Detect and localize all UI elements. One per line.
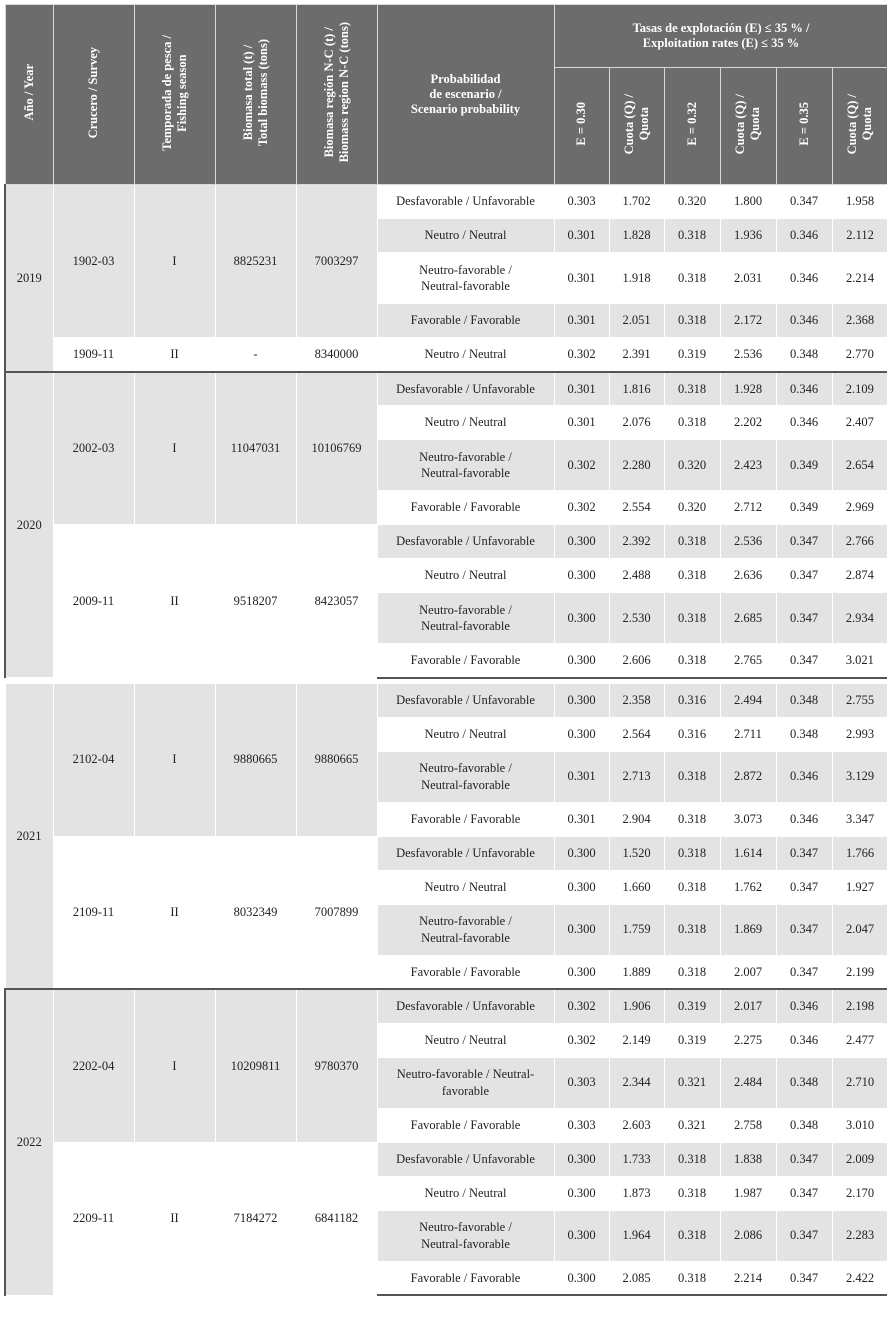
scenario-label: Desfavorable / Unfavorable [377, 185, 554, 219]
header-survey-label: Crucero / Survey [86, 46, 100, 139]
survey-code: 2109-11 [53, 836, 134, 989]
e2-value: 0.319 [664, 989, 720, 1023]
survey-total-biomass: 11047031 [215, 372, 296, 525]
header-scen-line3: Scenario probability [410, 102, 521, 116]
survey-code: 2202-04 [53, 989, 134, 1142]
q1-value: 2.530 [609, 593, 664, 644]
e1-value: 0.300 [554, 955, 609, 989]
q2-value: 2.017 [720, 989, 776, 1023]
q3-value: 2.755 [832, 683, 887, 717]
e1-value: 0.303 [554, 1108, 609, 1142]
e1-value: 0.300 [554, 683, 609, 717]
survey-code: 1909-11 [53, 338, 134, 372]
survey-code: 1902-03 [53, 185, 134, 338]
scenario-line2: Neutral-favorable [421, 930, 510, 945]
survey-total-biomass: 7184272 [215, 1142, 296, 1295]
e1-value: 0.301 [554, 253, 609, 304]
q1-value: 2.076 [609, 406, 664, 440]
e1-value: 0.300 [554, 904, 609, 955]
header-rates [554, 5, 887, 68]
survey-code: 2009-11 [53, 525, 134, 678]
q2-value: 2.758 [720, 1108, 776, 1142]
q3-value: 3.010 [832, 1108, 887, 1142]
table-row [5, 1142, 887, 1176]
q1-value: 1.660 [609, 870, 664, 904]
scenario-line1: Neutro-favorable / [419, 602, 512, 617]
q3-value: 2.766 [832, 525, 887, 559]
e1-value: 0.302 [554, 1023, 609, 1057]
q3-value: 2.198 [832, 989, 887, 1023]
survey-nc-biomass: 8423057 [296, 525, 377, 678]
scenario-label: Neutro / Neutral [377, 219, 554, 253]
header-e1 [554, 68, 609, 185]
q3-value: 2.009 [832, 1142, 887, 1176]
q1-value: 2.603 [609, 1108, 664, 1142]
e2-value: 0.320 [664, 185, 720, 219]
e3-value: 0.347 [776, 644, 832, 678]
q3-value: 3.021 [832, 644, 887, 678]
scenario-label [377, 440, 554, 491]
q1-value: 2.606 [609, 644, 664, 678]
e3-value: 0.346 [776, 751, 832, 802]
q2-value: 2.484 [720, 1057, 776, 1108]
scenario-line1: Neutro-favorable / [419, 449, 512, 464]
scenario-label: Favorable / Favorable [377, 644, 554, 678]
scenario-line1: Neutro-favorable / Neutral- [396, 1067, 535, 1082]
q3-value: 2.422 [832, 1261, 887, 1295]
e1-value: 0.301 [554, 304, 609, 338]
q1-value: 1.889 [609, 955, 664, 989]
header-e1-label: E = 0.30 [574, 102, 588, 146]
e3-value: 0.346 [776, 989, 832, 1023]
q3-value: 2.969 [832, 491, 887, 525]
e2-value: 0.318 [664, 525, 720, 559]
header-nc-line1: Biomasa región N-C (t) / [321, 27, 336, 158]
q1-value: 1.964 [609, 1210, 664, 1261]
year-cell: 2020 [5, 372, 53, 678]
e1-value: 0.300 [554, 1210, 609, 1261]
q2-value: 2.007 [720, 955, 776, 989]
e3-value: 0.348 [776, 717, 832, 751]
q3-value: 2.047 [832, 904, 887, 955]
scenario-label: Neutro / Neutral [377, 1176, 554, 1210]
e3-value: 0.348 [776, 683, 832, 717]
q1-value: 2.051 [609, 304, 664, 338]
q3-value: 3.347 [832, 802, 887, 836]
survey-nc-biomass: 9880665 [296, 683, 377, 836]
q3-value: 2.934 [832, 593, 887, 644]
e3-value: 0.347 [776, 904, 832, 955]
survey-nc-biomass: 7007899 [296, 836, 377, 989]
e1-value: 0.302 [554, 989, 609, 1023]
q2-value: 1.869 [720, 904, 776, 955]
e3-value: 0.347 [776, 593, 832, 644]
header-total-line1: Biomasa total (t) / [240, 44, 255, 141]
survey-total-biomass: 9880665 [215, 683, 296, 836]
header-q3 [832, 68, 887, 185]
scenario-label: Favorable / Favorable [377, 1108, 554, 1142]
scenario-label: Favorable / Favorable [377, 1261, 554, 1295]
q3-value: 1.927 [832, 870, 887, 904]
e2-value: 0.318 [664, 1261, 720, 1295]
q3-value: 1.766 [832, 836, 887, 870]
e3-value: 0.349 [776, 491, 832, 525]
e3-value: 0.346 [776, 304, 832, 338]
quota-table [4, 4, 887, 1296]
e2-value: 0.318 [664, 1210, 720, 1261]
e3-value: 0.346 [776, 372, 832, 406]
table-header [5, 5, 887, 185]
e2-value: 0.318 [664, 870, 720, 904]
e2-value: 0.319 [664, 1023, 720, 1057]
e1-value: 0.302 [554, 338, 609, 372]
e1-value: 0.301 [554, 751, 609, 802]
q1-value: 1.906 [609, 989, 664, 1023]
e2-value: 0.318 [664, 1176, 720, 1210]
e2-value: 0.318 [664, 593, 720, 644]
e2-value: 0.318 [664, 219, 720, 253]
q1-value: 1.918 [609, 253, 664, 304]
scenario-label [377, 1057, 554, 1108]
header-nc-line2: Biomass region N-C (tons) [336, 22, 351, 163]
e3-value: 0.346 [776, 406, 832, 440]
q1-value: 1.828 [609, 219, 664, 253]
scenario-line1: Neutro-favorable / [419, 761, 512, 776]
header-q2-line2: Quota [748, 107, 762, 141]
q1-value: 2.554 [609, 491, 664, 525]
q2-value: 2.423 [720, 440, 776, 491]
header-rates-line1: Tasas de explotación (E) ≤ 35 % / [632, 21, 810, 35]
scenario-label [377, 904, 554, 955]
survey-code: 2102-04 [53, 683, 134, 836]
e3-value: 0.347 [776, 559, 832, 593]
q1-value: 1.759 [609, 904, 664, 955]
e1-value: 0.300 [554, 525, 609, 559]
e3-value: 0.347 [776, 836, 832, 870]
scenario-label: Favorable / Favorable [377, 304, 554, 338]
e2-value: 0.318 [664, 559, 720, 593]
survey-season: I [134, 185, 215, 338]
survey-season: I [134, 683, 215, 836]
e1-value: 0.301 [554, 406, 609, 440]
e2-value: 0.318 [664, 751, 720, 802]
survey-total-biomass: 8032349 [215, 836, 296, 989]
e1-value: 0.301 [554, 372, 609, 406]
e3-value: 0.347 [776, 1210, 832, 1261]
scenario-line2: Neutral-favorable [421, 619, 510, 633]
survey-nc-biomass: 6841182 [296, 1142, 377, 1295]
header-q1-line1: Cuota (Q) / [621, 93, 636, 155]
scenario-label [377, 1210, 554, 1261]
scenario-label [377, 253, 554, 304]
e1-value: 0.303 [554, 185, 609, 219]
scenario-label [377, 593, 554, 644]
scenario-label [377, 751, 554, 802]
survey-nc-biomass: 10106769 [296, 372, 377, 525]
header-season-line2: Fishing season [174, 53, 189, 132]
survey-nc-biomass: 9780370 [296, 989, 377, 1142]
survey-total-biomass: 8825231 [215, 185, 296, 338]
q3-value: 2.199 [832, 955, 887, 989]
e2-value: 0.318 [664, 802, 720, 836]
header-total-biomass [215, 5, 296, 185]
e2-value: 0.320 [664, 440, 720, 491]
scenario-line2: Neutral-favorable [421, 279, 510, 293]
q1-value: 2.280 [609, 440, 664, 491]
scenario-label: Desfavorable / Unfavorable [377, 525, 554, 559]
e1-value: 0.300 [554, 870, 609, 904]
scenario-line2: favorable [441, 1083, 490, 1098]
q3-value: 2.477 [832, 1023, 887, 1057]
survey-code: 2209-11 [53, 1142, 134, 1295]
e3-value: 0.347 [776, 1176, 832, 1210]
e1-value: 0.301 [554, 219, 609, 253]
e3-value: 0.348 [776, 1057, 832, 1108]
table-row [5, 338, 887, 372]
q2-value: 2.711 [720, 717, 776, 751]
survey-season: II [134, 525, 215, 678]
scenario-line2: Neutral-favorable [421, 777, 510, 792]
e2-value: 0.319 [664, 338, 720, 372]
q2-value: 2.275 [720, 1023, 776, 1057]
e3-value: 0.347 [776, 870, 832, 904]
q2-value: 1.936 [720, 219, 776, 253]
e1-value: 0.300 [554, 593, 609, 644]
q1-value: 1.873 [609, 1176, 664, 1210]
q1-value: 1.702 [609, 185, 664, 219]
e2-value: 0.318 [664, 253, 720, 304]
q2-value: 2.536 [720, 525, 776, 559]
e2-value: 0.318 [664, 904, 720, 955]
e3-value: 0.348 [776, 338, 832, 372]
header-q2-line1: Cuota (Q) / [733, 93, 747, 155]
year-cell: 2022 [5, 989, 53, 1295]
e2-value: 0.318 [664, 406, 720, 440]
scenario-label: Favorable / Favorable [377, 491, 554, 525]
q3-value: 2.710 [832, 1057, 887, 1108]
scenario-label: Desfavorable / Unfavorable [377, 989, 554, 1023]
header-scen-line1: Probabilidad [430, 72, 501, 86]
q2-value: 2.031 [720, 253, 776, 304]
header-year-label: Año / Year [21, 64, 36, 121]
e3-value: 0.346 [776, 802, 832, 836]
e1-value: 0.300 [554, 717, 609, 751]
header-q3-line1: Cuota (Q) / [845, 93, 860, 155]
e2-value: 0.318 [664, 836, 720, 870]
q1-value: 2.904 [609, 802, 664, 836]
scenario-label: Desfavorable / Unfavorable [377, 683, 554, 717]
q2-value: 2.494 [720, 683, 776, 717]
q3-value: 2.770 [832, 338, 887, 372]
survey-season: II [134, 1142, 215, 1295]
e3-value: 0.346 [776, 253, 832, 304]
header-season-line1: Temporada de pesca / [159, 34, 174, 151]
scenario-label: Neutro / Neutral [377, 717, 554, 751]
header-q2 [720, 68, 776, 185]
q3-value: 2.109 [832, 372, 887, 406]
header-nc-biomass [296, 5, 377, 185]
q3-value: 2.407 [832, 406, 887, 440]
q2-value: 1.614 [720, 836, 776, 870]
e1-value: 0.303 [554, 1057, 609, 1108]
header-e2-label: E = 0.32 [684, 102, 699, 146]
q2-value: 2.636 [720, 559, 776, 593]
scenario-label: Neutro / Neutral [377, 1023, 554, 1057]
q2-value: 2.685 [720, 593, 776, 644]
e1-value: 0.300 [554, 1261, 609, 1295]
survey-code: 2002-03 [53, 372, 134, 525]
q3-value: 3.129 [832, 751, 887, 802]
scenario-label: Desfavorable / Unfavorable [377, 372, 554, 406]
scenario-line1: Neutro-favorable / [419, 1220, 512, 1235]
q1-value: 2.358 [609, 683, 664, 717]
q1-value: 2.391 [609, 338, 664, 372]
q2-value: 1.800 [720, 185, 776, 219]
scenario-label: Desfavorable / Unfavorable [377, 1142, 554, 1176]
e2-value: 0.320 [664, 491, 720, 525]
q2-value: 2.202 [720, 406, 776, 440]
e2-value: 0.318 [664, 372, 720, 406]
scenario-label: Desfavorable / Unfavorable [377, 836, 554, 870]
survey-total-biomass: 10209811 [215, 989, 296, 1142]
e2-value: 0.321 [664, 1108, 720, 1142]
e2-value: 0.318 [664, 644, 720, 678]
header-scen-line2: de escenario / [429, 87, 502, 101]
q1-value: 2.392 [609, 525, 664, 559]
e2-value: 0.318 [664, 304, 720, 338]
q2-value: 2.086 [720, 1210, 776, 1261]
q1-value: 2.564 [609, 717, 664, 751]
survey-season: II [134, 836, 215, 989]
q2-value: 2.712 [720, 491, 776, 525]
e1-value: 0.301 [554, 802, 609, 836]
survey-nc-biomass: 7003297 [296, 185, 377, 338]
scenario-label: Favorable / Favorable [377, 802, 554, 836]
q2-value: 2.214 [720, 1261, 776, 1295]
header-q1 [609, 68, 664, 185]
table-row [5, 683, 887, 717]
q1-value: 1.733 [609, 1142, 664, 1176]
q3-value: 1.958 [832, 185, 887, 219]
q1-value: 2.344 [609, 1057, 664, 1108]
scenario-line2: Neutral-favorable [421, 1236, 510, 1251]
e2-value: 0.318 [664, 955, 720, 989]
header-q3-line2: Quota [860, 107, 875, 141]
table-row [5, 525, 887, 559]
q2-value: 2.872 [720, 751, 776, 802]
q3-value: 2.112 [832, 219, 887, 253]
survey-total-biomass: 9518207 [215, 525, 296, 678]
q2-value: 2.172 [720, 304, 776, 338]
e1-value: 0.300 [554, 1142, 609, 1176]
header-total-line2: Total biomass (tons) [255, 38, 270, 147]
table-row [5, 989, 887, 1023]
e2-value: 0.316 [664, 717, 720, 751]
q2-value: 1.762 [720, 870, 776, 904]
q2-value: 2.536 [720, 338, 776, 372]
q1-value: 2.149 [609, 1023, 664, 1057]
survey-season: I [134, 372, 215, 525]
e3-value: 0.347 [776, 955, 832, 989]
e1-value: 0.300 [554, 559, 609, 593]
q2-value: 1.838 [720, 1142, 776, 1176]
q2-value: 1.987 [720, 1176, 776, 1210]
e3-value: 0.346 [776, 1023, 832, 1057]
q2-value: 1.928 [720, 372, 776, 406]
header-survey [53, 5, 134, 185]
header-e3 [776, 68, 832, 185]
survey-season: I [134, 989, 215, 1142]
e1-value: 0.300 [554, 836, 609, 870]
e1-value: 0.300 [554, 1176, 609, 1210]
scenario-label: Favorable / Favorable [377, 955, 554, 989]
q3-value: 2.283 [832, 1210, 887, 1261]
scenario-label: Neutro / Neutral [377, 406, 554, 440]
e2-value: 0.321 [664, 1057, 720, 1108]
q3-value: 2.874 [832, 559, 887, 593]
q1-value: 1.520 [609, 836, 664, 870]
scenario-label: Neutro / Neutral [377, 870, 554, 904]
e1-value: 0.302 [554, 440, 609, 491]
header-e3-label: E = 0.35 [796, 102, 811, 146]
year-cell: 2019 [5, 185, 53, 372]
e3-value: 0.348 [776, 1108, 832, 1142]
q3-value: 2.214 [832, 253, 887, 304]
e2-value: 0.318 [664, 1142, 720, 1176]
header-scenario [377, 5, 554, 185]
header-q1-line2: Quota [636, 107, 651, 141]
survey-season: II [134, 338, 215, 372]
header-season [134, 5, 215, 185]
q1-value: 2.085 [609, 1261, 664, 1295]
survey-nc-biomass: 8340000 [296, 338, 377, 372]
header-rates-line2: Exploitation rates (E) ≤ 35 % [642, 36, 800, 50]
scenario-line2: Neutral-favorable [421, 466, 510, 480]
e3-value: 0.347 [776, 1142, 832, 1176]
scenario-line1: Neutro-favorable / [419, 914, 512, 929]
e2-value: 0.316 [664, 683, 720, 717]
q3-value: 2.368 [832, 304, 887, 338]
scenario-label: Neutro / Neutral [377, 559, 554, 593]
table-row [5, 372, 887, 406]
header-e2 [664, 68, 720, 185]
q3-value: 2.170 [832, 1176, 887, 1210]
q3-value: 2.654 [832, 440, 887, 491]
q1-value: 2.488 [609, 559, 664, 593]
survey-total-biomass: - [215, 338, 296, 372]
e3-value: 0.347 [776, 525, 832, 559]
q1-value: 2.713 [609, 751, 664, 802]
e3-value: 0.347 [776, 1261, 832, 1295]
e3-value: 0.347 [776, 185, 832, 219]
scenario-line1: Neutro-favorable / [419, 262, 512, 277]
q2-value: 2.765 [720, 644, 776, 678]
header-year [5, 5, 53, 185]
year-cell: 2021 [5, 683, 53, 989]
table-row [5, 185, 887, 219]
e1-value: 0.302 [554, 491, 609, 525]
e1-value: 0.300 [554, 644, 609, 678]
e3-value: 0.346 [776, 219, 832, 253]
e3-value: 0.349 [776, 440, 832, 491]
q2-value: 3.073 [720, 802, 776, 836]
q1-value: 1.816 [609, 372, 664, 406]
table-row [5, 836, 887, 870]
scenario-label: Neutro / Neutral [377, 338, 554, 372]
q3-value: 2.993 [832, 717, 887, 751]
